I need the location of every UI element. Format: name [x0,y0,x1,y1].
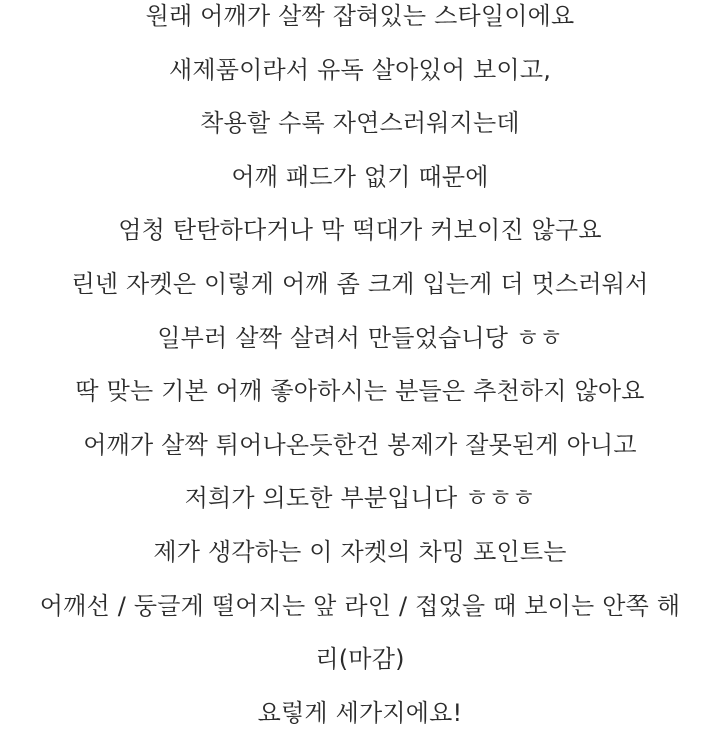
text-line: 어깨선 / 둥글게 떨어지는 앞 라인 / 접었을 때 보이는 안쪽 해 [39,591,681,620]
text-line: 요렇게 세가지에요! [257,698,463,727]
text-line: 엄청 탄탄하다거나 막 떡대가 커보이진 않구요 [118,216,602,245]
text-line: 제가 생각하는 이 자켓의 차밍 포인트는 [153,537,567,566]
text-line: 어깨가 살짝 튀어나온듯한건 봉제가 잘못된게 아니고 [83,430,637,459]
text-line: 저희가 의도한 부분입니다 ㅎㅎㅎ [184,484,536,513]
text-line: 착용할 수록 자연스러워지는데 [200,109,520,138]
text-line: 린넨 자켓은 이렇게 어깨 좀 크게 입는게 더 멋스러워서 [71,269,649,298]
text-line: 새제품이라서 유독 살아있어 보이고, [168,55,552,84]
text-line: 딱 맞는 기본 어깨 좋아하시는 분들은 추천하지 않아요 [75,377,645,406]
text-line: 일부러 살짝 살려서 만들었습니당 ㅎㅎ [157,323,563,352]
text-line: 어깨 패드가 없기 때문에 [231,162,489,191]
text-line: 리(마감) [315,645,405,674]
text-line: 원래 어깨가 살짝 잡혀있는 스타일이에요 [145,2,575,30]
